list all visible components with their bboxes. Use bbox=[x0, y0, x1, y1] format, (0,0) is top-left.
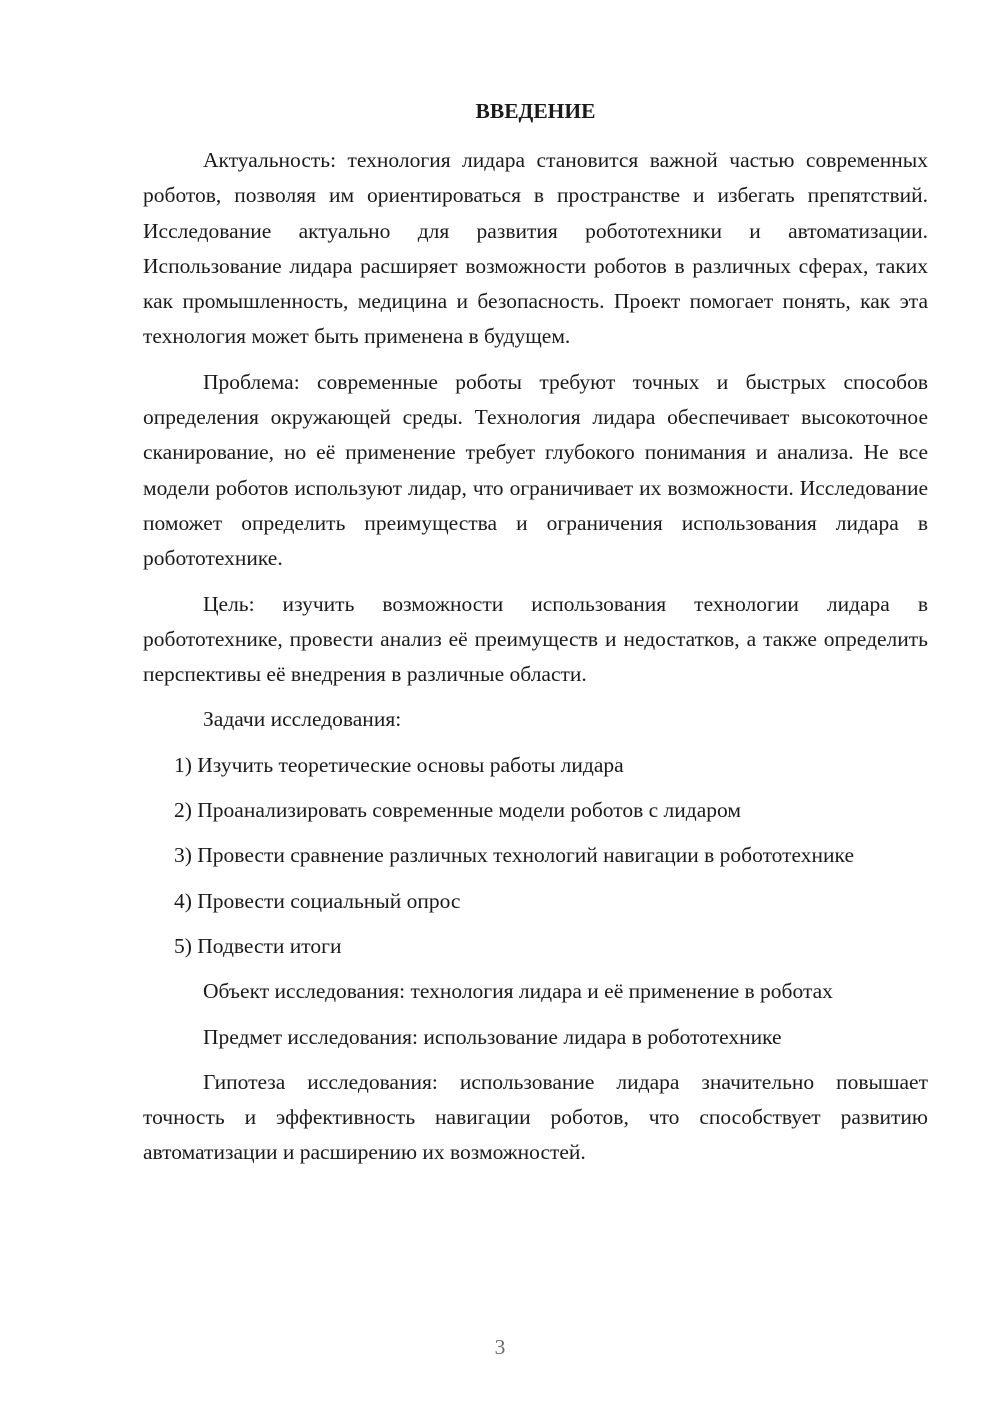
problem-paragraph: Проблема: современные роботы требуют точных и быстрых способов определения окружающей среды. Технология лидара обеспечивает высокоточное сканирование, но её применение требует глубокого понимания и анализа. Не все модели роботов используют лидар, что ограничивает их возможности. Исследование поможет определить преимущества и ограничения использования лидара в робототехнике. bbox=[143, 369, 928, 571]
tasks-list bbox=[143, 748, 928, 964]
hypothesis-paragraph: Гипотеза исследования: использование лидара значительно повышает точность и эффективность навигации роботов, что способствует развитию автоматизации и расширению их возможностей. bbox=[143, 1069, 928, 1165]
page-title: ВВЕДЕНИЕ bbox=[475, 99, 596, 123]
subject-paragraph: Предмет исследования: использование лидара в робототехнике bbox=[203, 1024, 782, 1049]
relevance-paragraph: Актуальность: технология лидара становится важной частью современных роботов, позволяя им ориентироваться в пространстве и избегать препятствий. Исследование актуально для развития робототехники и автоматизации. Использование лидара расширяет возможности роботов в различных сферах, таких как промышленность, медицина и безопасность. Проект помогает понять, как эта технология может быть применена в будущем. bbox=[143, 148, 928, 349]
task-item-1: 1) Изучить теоретические основы работы лидара bbox=[174, 752, 624, 777]
document-body bbox=[143, 96, 928, 1181]
goal-paragraph: Цель: изучить возможности использования технологии лидара в робототехнике, провести анализ её преимуществ и недостатков, а также определить перспективы её внедрения в различные области. bbox=[143, 591, 928, 687]
task-item-4: 4) Провести социальный опрос bbox=[174, 888, 461, 913]
object-paragraph: Объект исследования: технология лидара и её применение в роботах bbox=[203, 979, 833, 1004]
task-item-2: 2) Проанализировать современные модели роботов с лидаром bbox=[174, 798, 741, 823]
tasks-heading: Задачи исследования: bbox=[203, 707, 402, 732]
task-item-5: 5) Подвести итоги bbox=[174, 933, 342, 958]
task-item-3: 3) Провести сравнение различных технологий навигации в робототехнике bbox=[174, 843, 855, 868]
page-number: 3 bbox=[494, 1335, 506, 1359]
